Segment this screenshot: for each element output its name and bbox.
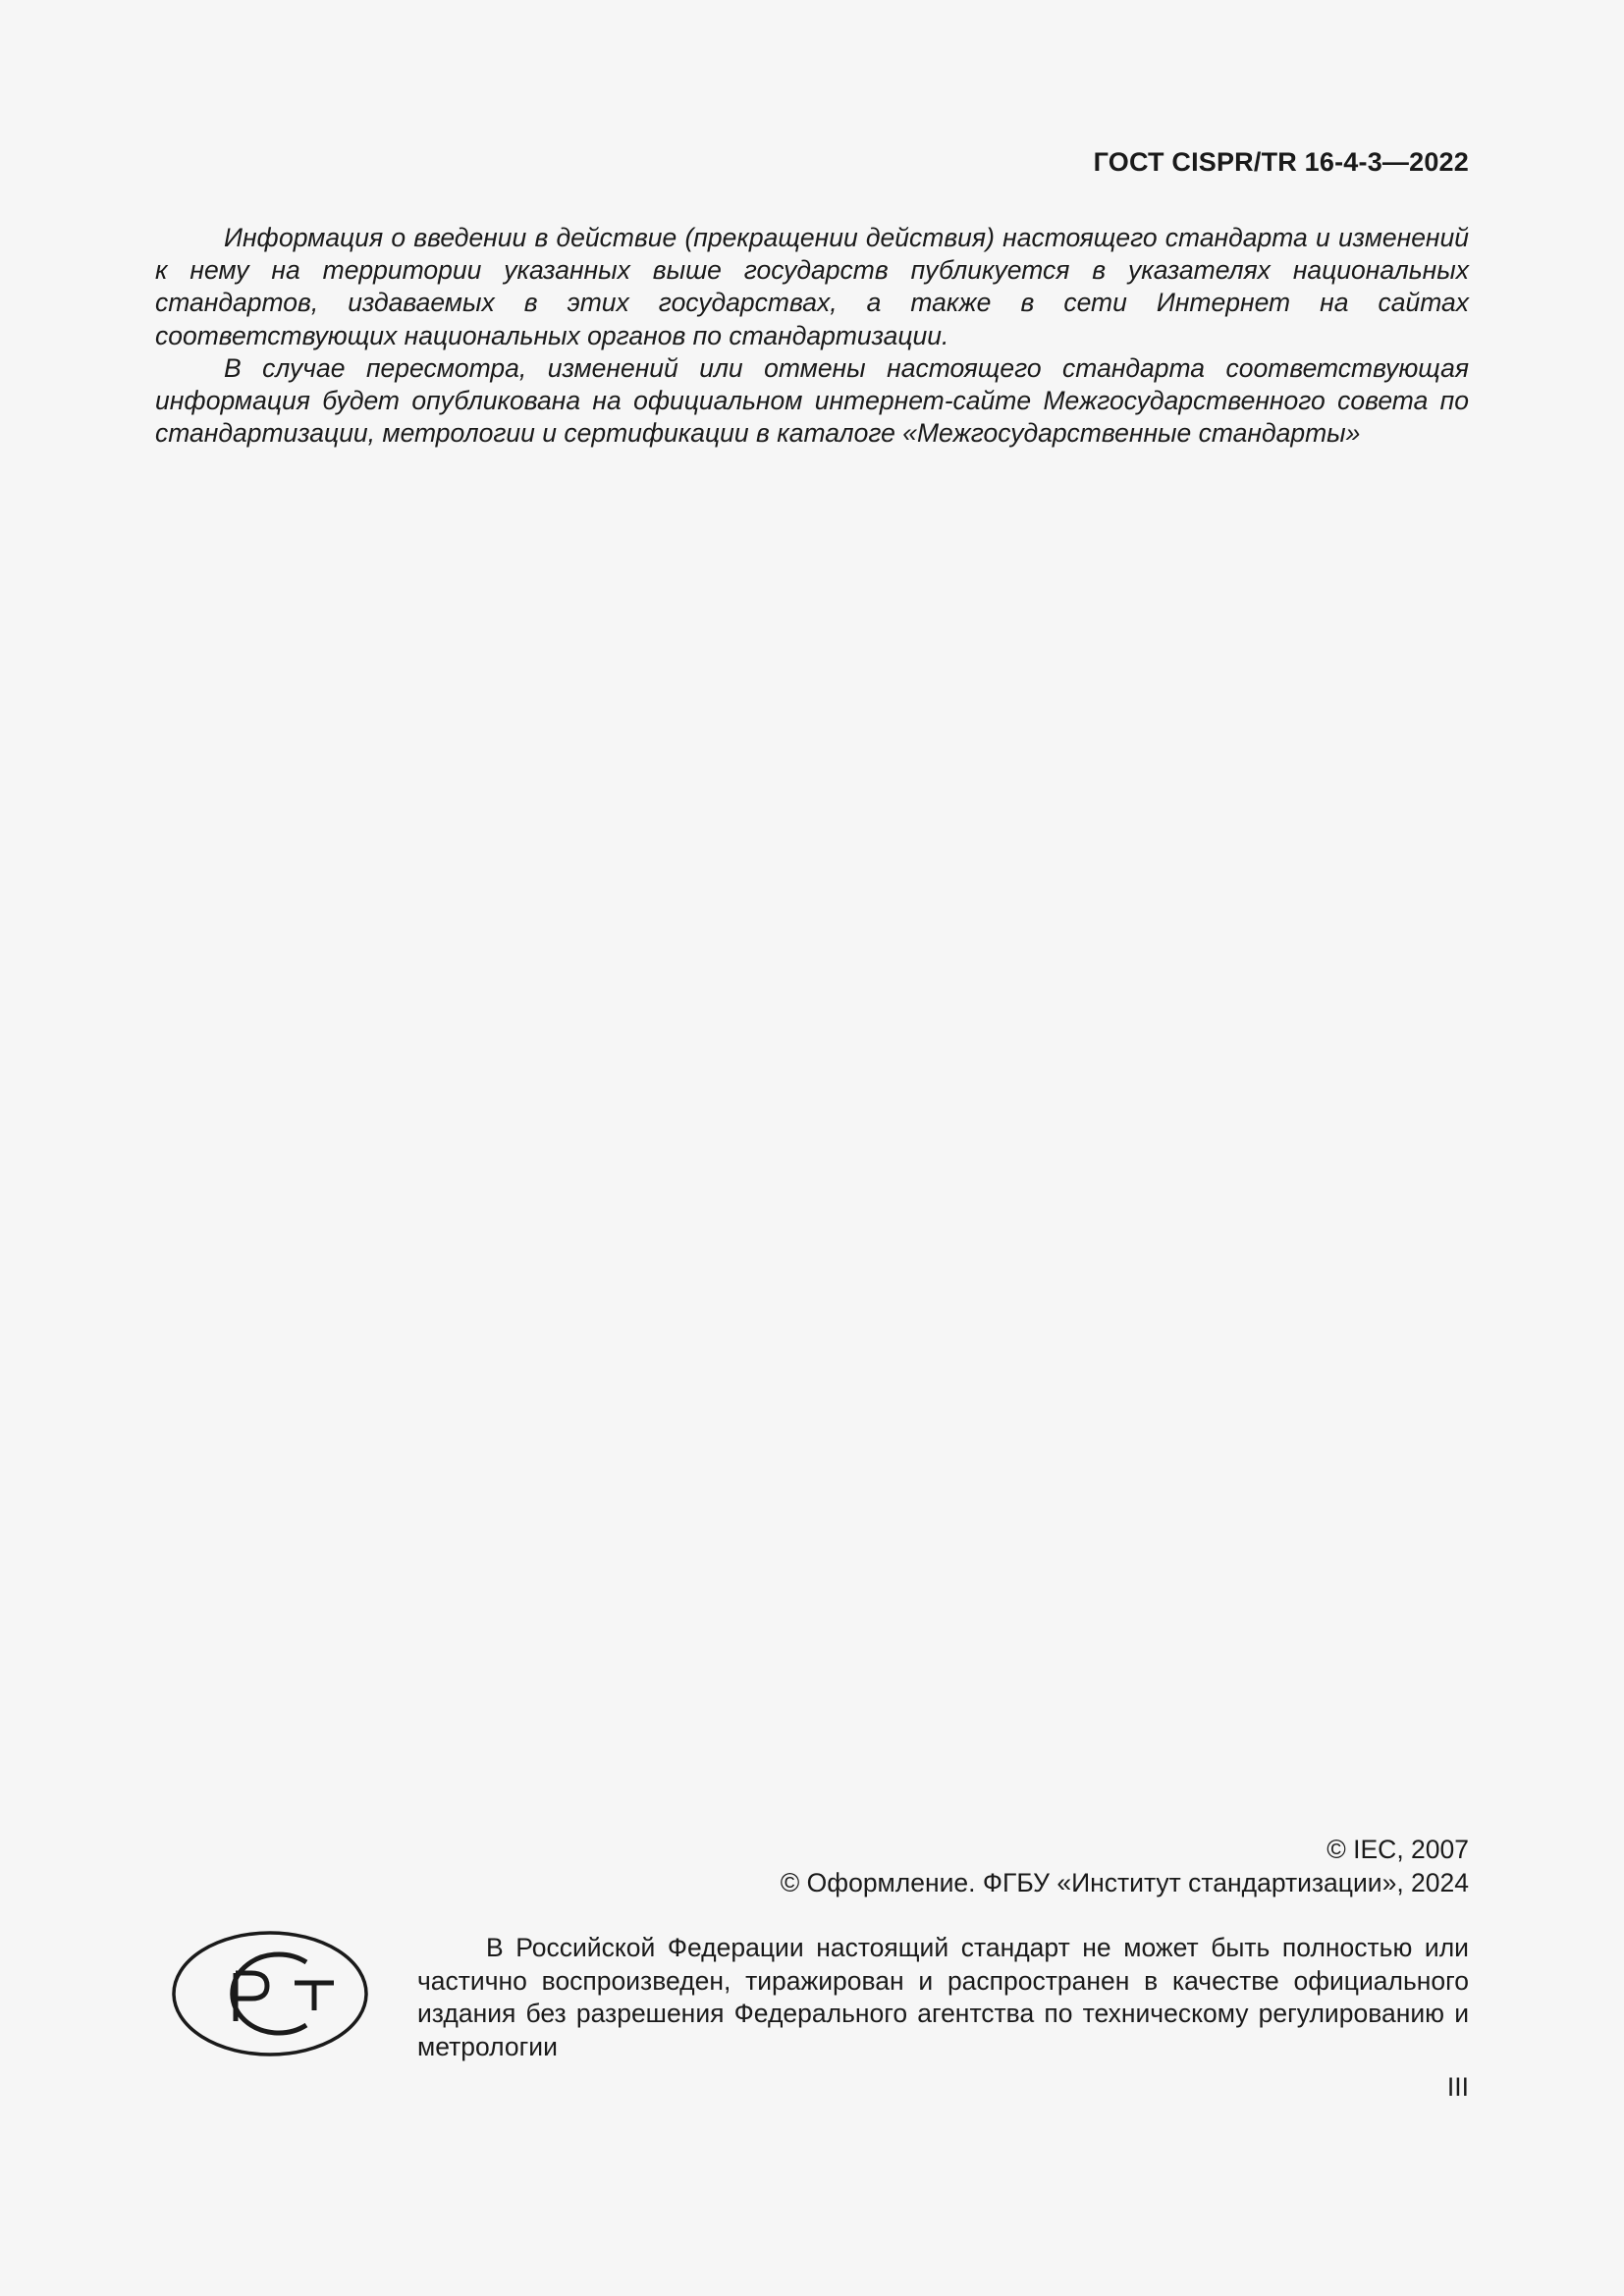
intro-paragraph-enactment: Информация о введении в действие (прекращении действия) настоящего стандарта и изменений к нему на территории указанных выше государств публикуется в указателях национальных стандартов, издаваемых в этих государствах, а также в сети Интернет на сайтах соответствующих национальных органов по стандартизации. bbox=[155, 223, 1469, 350]
logo-p-bowl bbox=[236, 1973, 267, 1999]
copyright-block bbox=[781, 1834, 1469, 1899]
reproduction-rights-notice: В Российской Федерации настоящий стандарт не может быть полностью или частично воспроизведен, тиражирован и распространен в качестве официального издания без разрешения Федерального агентства по техническому регулированию и метрологии bbox=[417, 1933, 1469, 2061]
logo-c-arc bbox=[233, 1954, 306, 2033]
page-number: III bbox=[1446, 2072, 1469, 2102]
copyright-design: © Оформление. ФГБУ «Институт стандартизации», 2024 bbox=[780, 1867, 1469, 1897]
copyright-iec: © IEC, 2007 bbox=[1326, 1835, 1469, 1864]
intro-paragraph-revision: В случае пересмотра, изменений или отмены настоящего стандарта соответствующая информация будет опубликована на официальном интернет-сайте Межгосударственного совета по стандартизации, метрологии и сертификации в каталоге «Межгосударственные стандарты» bbox=[155, 352, 1469, 449]
document-code-header: ГОСТ CISPR/TR 16-4-3—2022 bbox=[1093, 147, 1469, 177]
logo-outer-ellipse bbox=[174, 1933, 366, 2055]
gost-r-certification-mark-icon bbox=[171, 1930, 369, 2057]
intro-section bbox=[155, 222, 1469, 450]
